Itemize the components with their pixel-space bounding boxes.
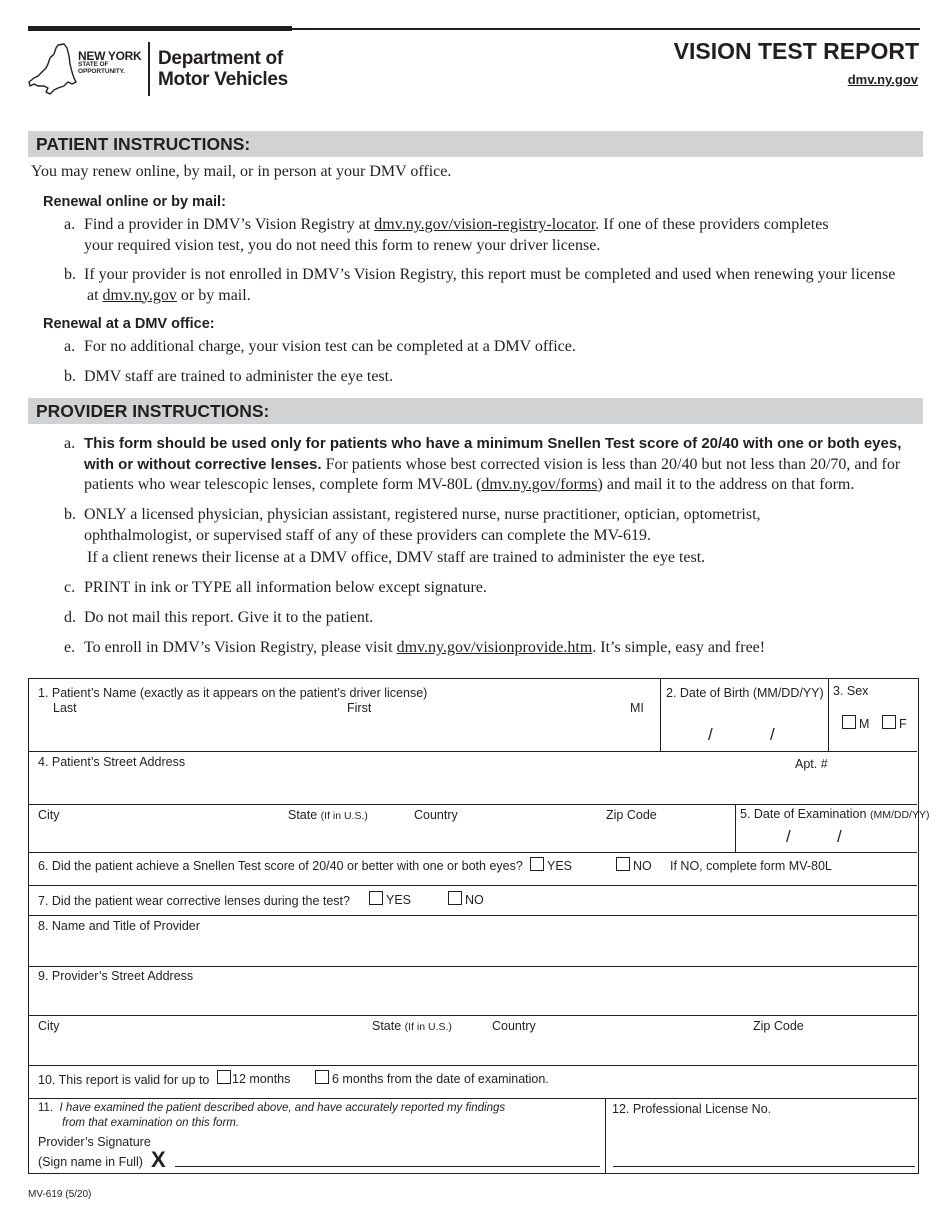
country-label: Country: [414, 808, 458, 822]
renewal-online-b-text: If your provider is not enrolled in DMV’s Vision Registry, this report must be completed and used when renewing your license: [84, 266, 896, 283]
attestation-text-1: I have examined the patient described above, and have accurately reported my findings: [59, 1102, 506, 1114]
ny-wordmark-line2: STATE OF: [78, 61, 109, 68]
provider-instructions-heading: PROVIDER INSTRUCTIONS:: [28, 398, 923, 424]
validity-label: 10. This report is valid for up to: [38, 1073, 210, 1087]
form-divider: [29, 1065, 917, 1066]
text-run: Find a provider in DMV’s Vision Registry at: [84, 216, 375, 233]
list-marker: d.: [64, 609, 76, 626]
renewal-office-b-text: DMV staff are trained to administer the eye test.: [84, 368, 394, 385]
validity-6-months-label: 6 months from the date of examination.: [332, 1072, 549, 1086]
provider-zip-label: Zip Code: [753, 1019, 804, 1033]
provider-item-c: [64, 578, 487, 599]
state-label-text: State: [288, 808, 318, 822]
snellen-yes-checkbox[interactable]: [530, 857, 544, 871]
list-marker: c.: [64, 579, 76, 596]
apt-label: Apt. #: [795, 757, 828, 771]
provider-state-label-text: State: [372, 1019, 402, 1033]
text-run: patients who wear telescopic lenses, complete form MV-80L (: [84, 476, 482, 493]
provider-item-e: [64, 638, 765, 659]
provider-item-b: [64, 505, 924, 569]
provider-country-label: Country: [492, 1019, 536, 1033]
snellen-no-option[interactable]: [616, 857, 652, 873]
zip-code-label: Zip Code: [606, 808, 657, 822]
validity-6-months-checkbox[interactable]: [315, 1070, 329, 1084]
form-divider: [29, 1098, 917, 1099]
form-divider: [735, 804, 736, 852]
snellen-yes-option[interactable]: [530, 857, 572, 873]
ny-wordmark-line3: OPPORTUNITY.: [78, 67, 125, 75]
snellen-no-label: NO: [633, 859, 652, 873]
provider-name-label: 8. Name and Title of Provider: [38, 919, 200, 933]
signature-x-mark: X: [151, 1147, 166, 1172]
provider-d-text: Do not mail this report. Give it to the patient.: [84, 609, 374, 626]
first-name-label: First: [347, 701, 372, 715]
list-marker: e.: [64, 639, 76, 656]
lenses-yes-label: YES: [386, 893, 412, 907]
header-rule-thick: [28, 26, 292, 31]
dmv-forms-link[interactable]: dmv.ny.gov/forms: [481, 476, 598, 493]
text-run: For patients whose best corrected vision is less than 20/40 but not less than 20/70, and for: [321, 455, 901, 473]
exam-date-label: [740, 807, 929, 821]
provider-a-text-2: [84, 455, 924, 476]
renewal-online-heading: Renewal online or by mail:: [43, 194, 226, 210]
provider-e-text: [84, 638, 765, 659]
form-id: MV-619 (5/20): [28, 1189, 92, 1200]
snellen-yes-label: YES: [547, 859, 573, 873]
exam-date-format: (MM/DD/YY): [869, 809, 930, 821]
snellen-question-label: 6. Did the patient achieve a Snellen Test score of 20/40 or better with one or both eyes?: [38, 859, 523, 873]
form-divider: [29, 804, 917, 805]
website-link[interactable]: dmv.ny.gov: [847, 72, 918, 87]
provider-city-label: City: [38, 1019, 60, 1033]
form-divider: [29, 751, 917, 752]
provider-b-text-1: ONLY a licensed physician, physician assistant, registered nurse, nurse practitioner, optician, optometrist,: [84, 506, 761, 523]
attestation-text-2: from that examination on this form.: [62, 1117, 240, 1129]
attestation-number: 11.: [38, 1102, 54, 1114]
sex-male-option[interactable]: [842, 715, 869, 731]
attestation-line1: [38, 1102, 505, 1114]
state-note: (If in U.S.): [320, 810, 368, 822]
renewal-online-a-text: [84, 215, 829, 236]
lenses-yes-checkbox[interactable]: [369, 891, 383, 905]
renewal-office-heading: Renewal at a DMV office:: [43, 316, 215, 332]
list-marker: b.: [64, 368, 76, 385]
vision-report-form: [28, 678, 930, 1174]
sex-female-checkbox[interactable]: [882, 715, 896, 729]
license-number-line[interactable]: [613, 1166, 915, 1167]
corrective-lenses-label: 7. Did the patient wear corrective lenses during the test?: [38, 894, 350, 908]
dept-name-line1: Department of: [158, 48, 283, 69]
lenses-no-label: NO: [465, 893, 484, 907]
new-york-state-map-icon: [28, 42, 80, 96]
city-label: City: [38, 808, 60, 822]
exam-date-label-text: 5. Date of Examination: [740, 807, 867, 821]
validity-6-months-option[interactable]: [315, 1070, 549, 1086]
text-run: To enroll in DMV’s Vision Registry, please visit: [84, 639, 397, 656]
form-divider: [828, 679, 829, 751]
patient-name-label: 1. Patient’s Name (exactly as it appears on the patient’s driver license): [38, 686, 428, 700]
ny-wordmark-line1: NEW YORK: [78, 49, 142, 63]
dmv-website-link[interactable]: dmv.ny.gov: [102, 286, 177, 304]
dept-name: [158, 48, 288, 90]
provider-a-text-3: [84, 475, 924, 496]
provider-state-label: [372, 1019, 452, 1033]
dob-separator: /: [770, 725, 775, 744]
provider-address-label: 9. Provider’s Street Address: [38, 969, 194, 983]
list-marker: a.: [64, 338, 76, 355]
sex-female-option[interactable]: [882, 715, 907, 731]
provider-item-a: [64, 434, 924, 496]
license-number-label: 12. Professional License No.: [612, 1102, 772, 1116]
list-marker: b.: [64, 506, 76, 523]
validity-12-months-checkbox[interactable]: [217, 1070, 231, 1084]
patient-instructions-heading: PATIENT INSTRUCTIONS:: [28, 131, 923, 157]
renewal-office-a-text: For no additional charge, your vision test can be completed at a DMV office.: [84, 338, 576, 355]
form-divider: [29, 852, 917, 853]
renewal-online-item-a: [64, 215, 829, 256]
snellen-no-checkbox[interactable]: [616, 857, 630, 871]
sex-label: 3. Sex: [833, 684, 869, 698]
ny-wordmark: [78, 50, 141, 75]
sex-male-label: M: [859, 717, 870, 731]
text-run: at: [87, 286, 103, 304]
form-divider: [29, 966, 917, 967]
text-run: or by mail.: [176, 286, 251, 304]
provider-b-text-2: ophthalmologist, or supervised staff of any of these providers can complete the MV-619.: [84, 526, 651, 544]
sign-in-full-label: (Sign name in Full): [38, 1155, 143, 1169]
list-marker: a.: [64, 435, 76, 452]
provider-state-note: (If in U.S.): [404, 1021, 452, 1033]
provider-signature-line[interactable]: [175, 1166, 600, 1167]
provider-item-d: [64, 608, 373, 629]
vision-provide-link[interactable]: dmv.ny.gov/visionprovide.htm: [396, 639, 593, 656]
last-name-label: Last: [53, 701, 77, 715]
renewal-online-item-b: [64, 265, 924, 306]
renewal-online-b-text-2: [87, 286, 924, 307]
validity-12-months-option[interactable]: [217, 1070, 290, 1086]
page-title: VISION TEST REPORT: [673, 38, 919, 64]
form-divider: [29, 885, 917, 886]
renewal-office-item-a: [64, 337, 576, 358]
list-marker: b.: [64, 266, 76, 283]
lenses-no-checkbox[interactable]: [448, 891, 462, 905]
form-divider: [29, 915, 917, 916]
renewal-office-item-b: [64, 367, 393, 388]
nys-dmv-logo: [28, 40, 298, 100]
provider-b-text-3: If a client renews their license at a DMV office, DMV staff are trained to administer the eye test.: [87, 549, 706, 566]
provider-a-bold-2: with or without corrective lenses.: [84, 455, 322, 473]
exam-date-separator: /: [837, 827, 842, 846]
dob-separator: /: [708, 725, 713, 744]
patient-intro: You may renew online, by mail, or in person at your DMV office.: [31, 163, 452, 180]
exam-date-separator: /: [786, 827, 791, 846]
text-run: ) and mail it to the address on that form.: [597, 476, 855, 493]
street-address-label: 4. Patient’s Street Address: [38, 755, 186, 769]
form-divider: [29, 1015, 917, 1016]
form-divider: [605, 1098, 606, 1173]
provider-c-text: PRINT in ink or TYPE all information below except signature.: [84, 579, 487, 596]
lenses-yes-option[interactable]: [369, 891, 411, 907]
dept-name-line2: Motor Vehicles: [158, 69, 288, 90]
state-label: [288, 808, 368, 822]
provider-a-bold-1: This form should be used only for patients who have a minimum Snellen Test score of 20/40 with one or both eyes,: [84, 435, 902, 452]
sex-male-checkbox[interactable]: [842, 715, 856, 729]
form-divider: [660, 679, 661, 751]
date-of-birth-label: 2. Date of Birth (MM/DD/YY): [666, 686, 824, 700]
middle-initial-label: MI: [630, 701, 644, 715]
vision-registry-locator-link[interactable]: dmv.ny.gov/vision-registry-locator: [374, 216, 596, 233]
lenses-no-option[interactable]: [448, 891, 484, 907]
list-marker: a.: [64, 216, 76, 233]
sex-female-label: F: [899, 717, 907, 731]
validity-12-months-label: 12 months: [232, 1072, 291, 1086]
text-run: . If one of these providers completes: [595, 216, 829, 233]
attestation-line2: [62, 1117, 239, 1129]
text-run: . It’s simple, easy and free!: [592, 639, 766, 656]
renewal-online-a-text-2: your required vision test, you do not need this form to renew your driver license.: [84, 236, 601, 254]
logo-divider: [148, 42, 150, 96]
snellen-no-note: If NO, complete form MV-80L: [670, 859, 832, 873]
provider-signature-label: Provider’s Signature: [38, 1135, 151, 1149]
